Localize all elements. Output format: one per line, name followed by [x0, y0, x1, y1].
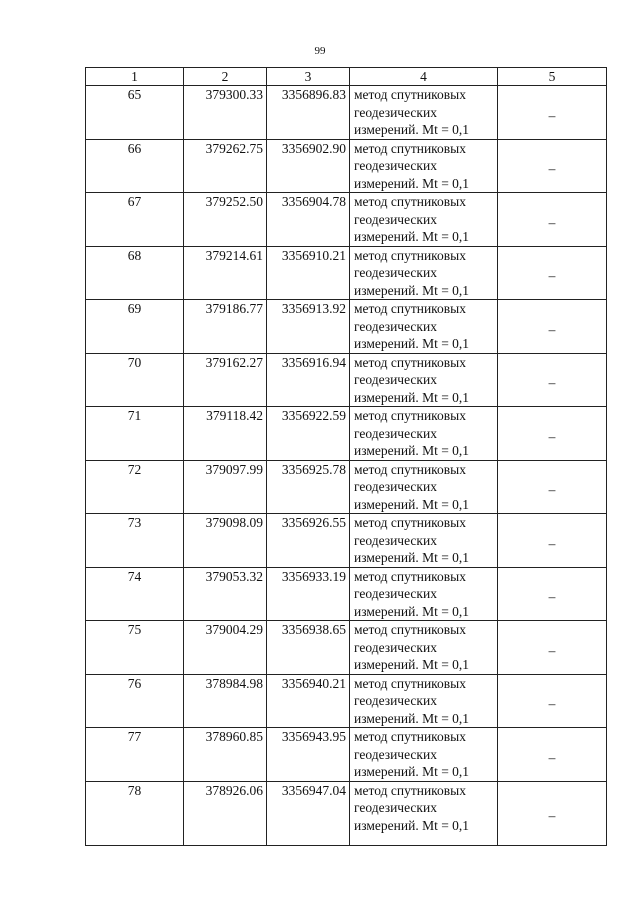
- y-coordinate-cell: 3356910.21: [267, 246, 350, 300]
- method-cell: [350, 567, 498, 621]
- method-line: геодезических: [354, 265, 437, 280]
- point-number-cell: 66: [86, 139, 184, 193]
- method-cell: [350, 86, 498, 140]
- method-cell: [350, 621, 498, 675]
- note-dash: –: [548, 375, 556, 390]
- column-header: 3: [267, 68, 350, 86]
- method-line: метод спутниковых: [354, 782, 466, 798]
- method-line: метод спутниковых: [354, 675, 466, 691]
- x-coordinate-cell: 379186.77: [184, 300, 267, 354]
- x-coordinate-cell: 379098.09: [184, 514, 267, 568]
- method-line: метод спутниковых: [354, 622, 466, 637]
- coordinates-table: [85, 67, 607, 846]
- note-cell: [498, 567, 607, 621]
- y-coordinate-cell: 3356904.78: [267, 193, 350, 247]
- x-coordinate-cell: 378960.85: [184, 728, 267, 782]
- note-dash: –: [548, 214, 556, 230]
- note-cell: [498, 139, 607, 193]
- column-header: 2: [184, 68, 267, 86]
- y-coordinate-cell: 3356925.78: [267, 460, 350, 514]
- page-number: 99: [314, 45, 326, 57]
- table-row: [86, 621, 607, 675]
- method-line: измерений. Mt = 0,1: [354, 657, 470, 672]
- y-coordinate-cell: 3356922.59: [267, 407, 350, 461]
- note-dash: –: [548, 642, 556, 658]
- point-number-cell: 74: [86, 567, 184, 621]
- method-line: геодезических: [354, 746, 437, 762]
- point-number-cell: 72: [86, 460, 184, 514]
- point-number-cell: 75: [86, 621, 184, 675]
- note-dash: –: [548, 482, 556, 497]
- note-dash: –: [548, 107, 556, 123]
- note-cell: [498, 353, 607, 407]
- method-line: геодезических: [354, 532, 437, 548]
- point-number-cell: 78: [86, 781, 184, 845]
- table-row: [86, 353, 607, 407]
- x-coordinate-cell: 379097.99: [184, 460, 267, 514]
- y-coordinate-cell: 3356933.19: [267, 567, 350, 621]
- note-dash: –: [548, 161, 556, 176]
- method-line: геодезических: [354, 104, 437, 120]
- method-cell: [350, 139, 498, 193]
- method-cell: [350, 246, 498, 300]
- table-row: [86, 674, 607, 728]
- method-line: геодезических: [354, 318, 437, 334]
- method-line: измерений. Mt = 0,1: [354, 496, 470, 512]
- note-cell: [498, 781, 607, 845]
- method-line: измерений. Mt = 0,1: [354, 282, 470, 298]
- method-cell: [350, 353, 498, 407]
- point-number-cell: 76: [86, 674, 184, 728]
- table-row: [86, 193, 607, 247]
- note-cell: [498, 514, 607, 568]
- x-coordinate-cell: 379118.42: [184, 407, 267, 461]
- table-row: [86, 86, 607, 140]
- x-coordinate-cell: 378984.98: [184, 674, 267, 728]
- note-dash: –: [548, 696, 556, 711]
- x-coordinate-cell: 379262.75: [184, 139, 267, 193]
- x-coordinate-cell: 379162.27: [184, 353, 267, 407]
- method-line: метод спутниковых: [354, 515, 466, 530]
- method-line: метод спутниковых: [354, 301, 466, 316]
- x-coordinate-cell: 379004.29: [184, 621, 267, 675]
- method-line: измерений. Mt = 0,1: [354, 389, 470, 405]
- table-row: [86, 246, 607, 300]
- method-cell: [350, 728, 498, 782]
- method-line: геодезических: [354, 479, 437, 494]
- method-cell: [350, 781, 498, 845]
- x-coordinate-cell: 379252.50: [184, 193, 267, 247]
- point-number-cell: 77: [86, 728, 184, 782]
- method-cell: [350, 407, 498, 461]
- y-coordinate-cell: 3356902.90: [267, 139, 350, 193]
- method-line: метод спутниковых: [354, 140, 466, 156]
- method-line: метод спутниковых: [354, 729, 466, 744]
- method-line: метод спутниковых: [354, 568, 466, 584]
- column-header: 1: [86, 68, 184, 86]
- point-number-cell: 69: [86, 300, 184, 354]
- note-cell: [498, 86, 607, 140]
- note-cell: [498, 460, 607, 514]
- note-dash: –: [548, 535, 556, 551]
- point-number-cell: 71: [86, 407, 184, 461]
- method-line: измерений. Mt = 0,1: [354, 443, 470, 458]
- y-coordinate-cell: 3356947.04: [267, 781, 350, 845]
- note-cell: [498, 193, 607, 247]
- method-line: метод спутниковых: [354, 461, 466, 477]
- method-line: измерений. Mt = 0,1: [354, 175, 470, 191]
- method-line: метод спутниковых: [354, 87, 466, 102]
- method-line: измерений. Mt = 0,1: [354, 710, 470, 726]
- method-line: геодезических: [354, 693, 437, 708]
- method-cell: [350, 674, 498, 728]
- note-dash: –: [548, 808, 556, 824]
- column-header: 4: [350, 68, 498, 86]
- method-line: измерений. Mt = 0,1: [354, 229, 470, 244]
- note-dash: –: [548, 589, 556, 604]
- method-line: измерений. Mt = 0,1: [354, 764, 470, 779]
- note-dash: –: [548, 321, 556, 337]
- method-line: геодезических: [354, 800, 437, 815]
- x-coordinate-cell: 379053.32: [184, 567, 267, 621]
- point-number-cell: 68: [86, 246, 184, 300]
- method-line: геодезических: [354, 639, 437, 655]
- method-line: метод спутниковых: [354, 194, 466, 209]
- x-coordinate-cell: 379300.33: [184, 86, 267, 140]
- y-coordinate-cell: 3356938.65: [267, 621, 350, 675]
- y-coordinate-cell: 3356916.94: [267, 353, 350, 407]
- note-dash: –: [548, 428, 556, 444]
- note-cell: [498, 621, 607, 675]
- method-line: геодезических: [354, 586, 437, 601]
- note-dash: –: [548, 268, 556, 283]
- note-cell: [498, 728, 607, 782]
- note-cell: [498, 246, 607, 300]
- table-row: [86, 407, 607, 461]
- table-row: [86, 781, 607, 845]
- method-line: измерений. Mt = 0,1: [354, 817, 470, 833]
- y-coordinate-cell: 3356926.55: [267, 514, 350, 568]
- method-line: измерений. Mt = 0,1: [354, 550, 470, 565]
- point-number-cell: 70: [86, 353, 184, 407]
- y-coordinate-cell: 3356940.21: [267, 674, 350, 728]
- method-line: геодезических: [354, 425, 437, 441]
- note-dash: –: [548, 749, 556, 765]
- y-coordinate-cell: 3356943.95: [267, 728, 350, 782]
- note-cell: [498, 300, 607, 354]
- column-header: 5: [498, 68, 607, 86]
- method-line: метод спутниковых: [354, 408, 466, 423]
- point-number-cell: 67: [86, 193, 184, 247]
- table-row: [86, 139, 607, 193]
- y-coordinate-cell: 3356896.83: [267, 86, 350, 140]
- point-number-cell: 73: [86, 514, 184, 568]
- method-line: измерений. Mt = 0,1: [354, 122, 470, 137]
- table-row: [86, 728, 607, 782]
- x-coordinate-cell: 378926.06: [184, 781, 267, 845]
- note-cell: [498, 407, 607, 461]
- method-line: метод спутниковых: [354, 247, 466, 263]
- method-line: геодезических: [354, 158, 437, 173]
- note-cell: [498, 674, 607, 728]
- table-row: [86, 567, 607, 621]
- table-row: [86, 514, 607, 568]
- table-header-row: [86, 68, 607, 86]
- method-line: измерений. Mt = 0,1: [354, 336, 470, 351]
- method-line: измерений. Mt = 0,1: [354, 603, 470, 619]
- point-number-cell: 65: [86, 86, 184, 140]
- method-line: геодезических: [354, 372, 437, 387]
- table-row: [86, 300, 607, 354]
- method-line: геодезических: [354, 211, 437, 227]
- method-cell: [350, 460, 498, 514]
- method-cell: [350, 300, 498, 354]
- y-coordinate-cell: 3356913.92: [267, 300, 350, 354]
- method-cell: [350, 514, 498, 568]
- method-line: метод спутниковых: [354, 354, 466, 370]
- table-row: [86, 460, 607, 514]
- x-coordinate-cell: 379214.61: [184, 246, 267, 300]
- method-cell: [350, 193, 498, 247]
